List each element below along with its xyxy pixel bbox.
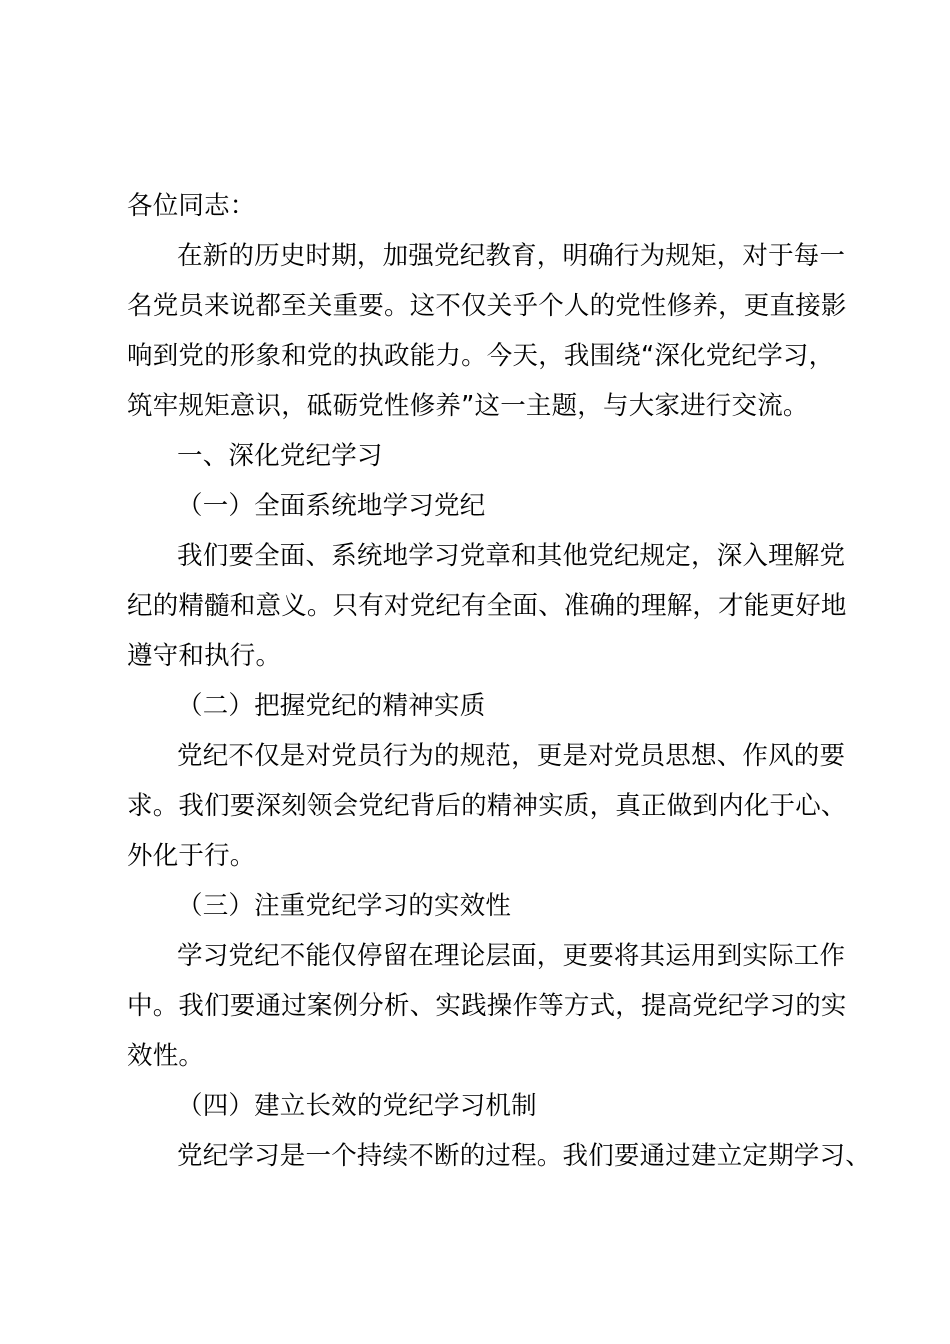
intro-line-2: 名党员来说都至关重要。这不仅关乎个人的党性修养，更直接影	[127, 291, 847, 321]
paragraph-line: 学习党纪不能仅停留在理论层面，更要将其运用到实际工作	[177, 941, 846, 971]
intro-line-1: 在新的历史时期，加强党纪教育，明确行为规矩，对于每一	[177, 241, 846, 271]
subsection-heading-2: （二）把握党纪的精神实质	[177, 691, 486, 721]
subsection-heading-3: （三）注重党纪学习的实效性	[177, 891, 512, 921]
section-heading-1: 一、深化党纪学习	[177, 441, 383, 471]
intro-line-3: 响到党的形象和党的执政能力。今天，我围绕“深化党纪学习，	[127, 341, 835, 371]
paragraph-line: 外化于行。	[127, 841, 256, 871]
paragraph-line: 效性。	[127, 1041, 205, 1071]
paragraph-line: 党纪学习是一个持续不断的过程。我们要通过建立定期学习、	[177, 1141, 871, 1171]
paragraph-line: 纪的精髓和意义。只有对党纪有全面、准确的理解，才能更好地	[127, 591, 847, 621]
paragraph-line: 遵守和执行。	[127, 641, 282, 671]
subsection-heading-4: （四）建立长效的党纪学习机制	[177, 1091, 537, 1121]
paragraph-line: 党纪不仅是对党员行为的规范，更是对党员思想、作风的要	[177, 741, 846, 771]
paragraph-line: 我们要全面、系统地学习党章和其他党纪规定，深入理解党	[177, 541, 846, 571]
intro-line-4: 筑牢规矩意识，砥砺党性修养”这一主题，与大家进行交流。	[127, 391, 809, 421]
subsection-heading-1: （一）全面系统地学习党纪	[177, 491, 486, 521]
paragraph-line: 中。我们要通过案例分析、实践操作等方式，提高党纪学习的实	[127, 991, 847, 1021]
paragraph-line: 求。我们要深刻领会党纪背后的精神实质，真正做到内化于心、	[127, 791, 847, 821]
salutation: 各位同志：	[127, 191, 256, 221]
